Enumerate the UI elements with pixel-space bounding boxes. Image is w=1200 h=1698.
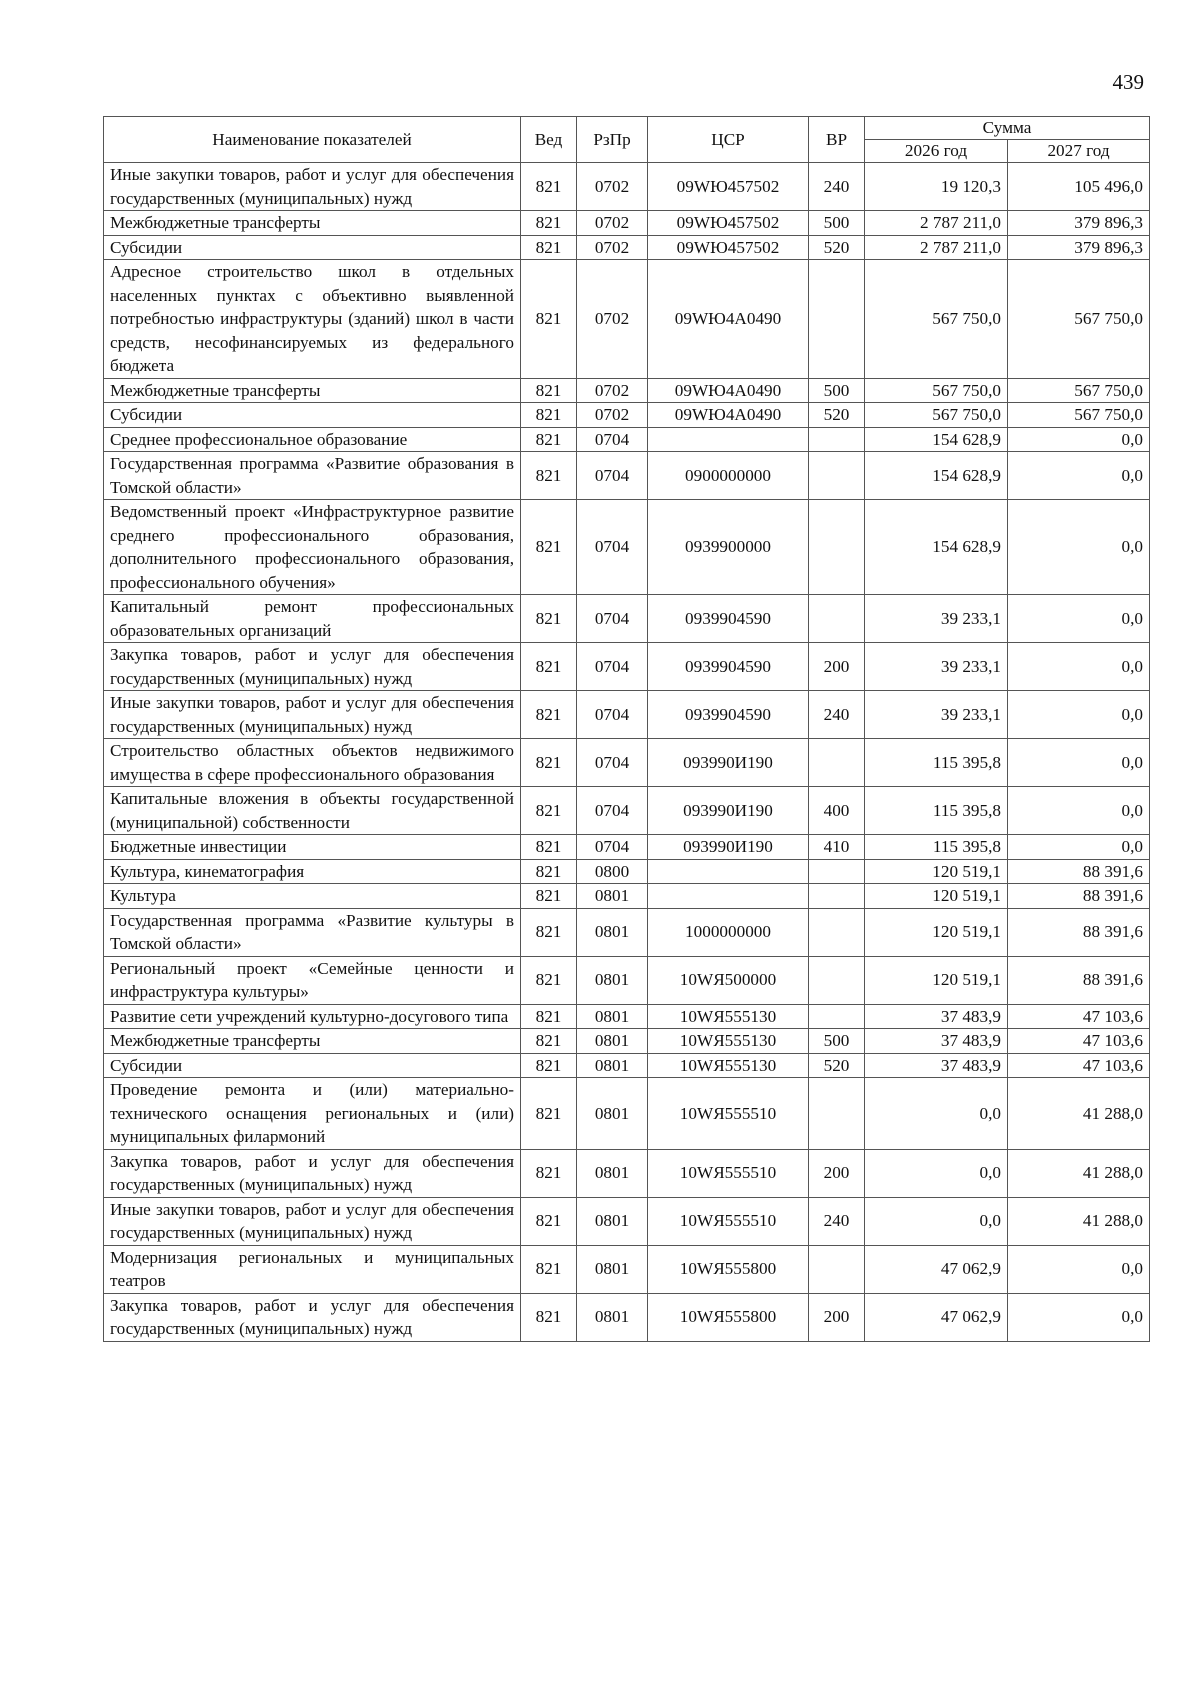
cell-name: Закупка товаров, работ и услуг для обеспечения государственных (муниципальных) нужд [104,1149,521,1197]
cell-ved: 821 [521,1245,577,1293]
cell-vr [809,908,865,956]
cell-ved: 821 [521,378,577,403]
cell-rzpr: 0702 [577,235,648,260]
cell-rzpr: 0702 [577,403,648,428]
cell-2026: 567 750,0 [865,260,1008,379]
cell-name: Капитальные вложения в объекты государственной (муниципальной) собственности [104,787,521,835]
cell-ved: 821 [521,643,577,691]
table-row [104,1149,1150,1197]
cell-name: Модернизация региональных и муниципальных театров [104,1245,521,1293]
cell-rzpr: 0801 [577,1078,648,1150]
table-row [104,1029,1150,1054]
cell-vr: 240 [809,1197,865,1245]
cell-vr: 500 [809,378,865,403]
cell-ved: 821 [521,403,577,428]
table-header [104,117,1150,163]
cell-name: Капитальный ремонт профессиональных образовательных организаций [104,595,521,643]
cell-name: Субсидии [104,1053,521,1078]
cell-ved: 821 [521,859,577,884]
cell-2026: 39 233,1 [865,691,1008,739]
cell-name: Межбюджетные трансферты [104,1029,521,1054]
cell-vr [809,859,865,884]
cell-2027: 379 896,3 [1008,235,1150,260]
cell-2027: 0,0 [1008,1245,1150,1293]
page-number: 439 [1112,70,1144,94]
cell-csr: 09WЮ4А0490 [648,260,809,379]
cell-vr: 200 [809,1149,865,1197]
cell-ved: 821 [521,1029,577,1054]
cell-2027: 0,0 [1008,595,1150,643]
header-rzpr: РзПр [577,117,648,163]
cell-ved: 821 [521,787,577,835]
cell-rzpr: 0800 [577,859,648,884]
header-year-2026: 2026 год [865,140,1008,163]
cell-csr: 09WЮ457502 [648,163,809,211]
cell-vr: 500 [809,211,865,236]
cell-csr: 09WЮ457502 [648,235,809,260]
table-row [104,1078,1150,1150]
cell-vr [809,739,865,787]
cell-csr: 1000000000 [648,908,809,956]
cell-2027: 105 496,0 [1008,163,1150,211]
cell-vr: 520 [809,1053,865,1078]
cell-name: Иные закупки товаров, работ и услуг для обеспечения государственных (муниципальных) нужд [104,691,521,739]
cell-name: Развитие сети учреждений культурно-досугового типа [104,1004,521,1029]
cell-vr [809,1078,865,1150]
cell-2027: 0,0 [1008,739,1150,787]
cell-name: Государственная программа «Развитие культуры в Томской области» [104,908,521,956]
cell-csr: 093990И190 [648,739,809,787]
cell-2026: 120 519,1 [865,884,1008,909]
cell-rzpr: 0702 [577,260,648,379]
table-row [104,739,1150,787]
table-row [104,956,1150,1004]
cell-2026: 2 787 211,0 [865,235,1008,260]
cell-vr [809,260,865,379]
cell-2026: 154 628,9 [865,500,1008,595]
cell-2026: 47 062,9 [865,1293,1008,1341]
table-row [104,884,1150,909]
table-row [104,500,1150,595]
cell-csr: 10WЯ555510 [648,1197,809,1245]
cell-ved: 821 [521,500,577,595]
cell-rzpr: 0704 [577,643,648,691]
cell-2026: 37 483,9 [865,1004,1008,1029]
cell-csr: 093990И190 [648,787,809,835]
cell-csr: 10WЯ555510 [648,1149,809,1197]
table-row [104,427,1150,452]
cell-name: Иные закупки товаров, работ и услуг для обеспечения государственных (муниципальных) нужд [104,163,521,211]
cell-rzpr: 0704 [577,739,648,787]
cell-2027: 88 391,6 [1008,884,1150,909]
cell-ved: 821 [521,211,577,236]
cell-2026: 39 233,1 [865,595,1008,643]
table-row [104,787,1150,835]
cell-csr: 0939904590 [648,691,809,739]
cell-2026: 567 750,0 [865,378,1008,403]
cell-rzpr: 0704 [577,787,648,835]
table-row [104,643,1150,691]
cell-2027: 47 103,6 [1008,1053,1150,1078]
cell-rzpr: 0801 [577,1293,648,1341]
cell-csr: 10WЯ500000 [648,956,809,1004]
cell-2027: 379 896,3 [1008,211,1150,236]
cell-2027: 567 750,0 [1008,378,1150,403]
table-row [104,595,1150,643]
table-row [104,163,1150,211]
cell-2027: 0,0 [1008,500,1150,595]
cell-csr: 09WЮ4А0490 [648,378,809,403]
cell-ved: 821 [521,1149,577,1197]
cell-2026: 120 519,1 [865,859,1008,884]
table-row [104,1004,1150,1029]
table-row [104,452,1150,500]
cell-vr: 240 [809,691,865,739]
cell-rzpr: 0704 [577,595,648,643]
cell-csr: 10WЯ555130 [648,1004,809,1029]
table-row [104,260,1150,379]
cell-name: Ведомственный проект «Инфраструктурное развитие среднего профессионального образования, дополнительного профессионального образования, профессионального обучения» [104,500,521,595]
cell-2027: 88 391,6 [1008,908,1150,956]
cell-2026: 0,0 [865,1078,1008,1150]
cell-name: Среднее профессиональное образование [104,427,521,452]
cell-2026: 115 395,8 [865,787,1008,835]
cell-2027: 567 750,0 [1008,403,1150,428]
cell-rzpr: 0801 [577,1149,648,1197]
cell-ved: 821 [521,452,577,500]
cell-2027: 567 750,0 [1008,260,1150,379]
cell-2027: 41 288,0 [1008,1197,1150,1245]
cell-ved: 821 [521,908,577,956]
cell-2027: 0,0 [1008,787,1150,835]
cell-2026: 120 519,1 [865,956,1008,1004]
cell-csr: 093990И190 [648,835,809,860]
cell-2027: 47 103,6 [1008,1004,1150,1029]
cell-ved: 821 [521,235,577,260]
cell-name: Субсидии [104,403,521,428]
cell-name: Адресное строительство школ в отдельных населенных пунктах с объективно выявленной потребностью инфраструктуры (зданий) школ в части средств, несофинансируемых из федерального бюджета [104,260,521,379]
cell-ved: 821 [521,739,577,787]
cell-rzpr: 0801 [577,1004,648,1029]
cell-vr: 200 [809,643,865,691]
cell-ved: 821 [521,884,577,909]
cell-2026: 154 628,9 [865,427,1008,452]
cell-rzpr: 0704 [577,427,648,452]
cell-vr [809,1245,865,1293]
cell-2026: 19 120,3 [865,163,1008,211]
table-row [104,1293,1150,1341]
table-row [104,403,1150,428]
cell-ved: 821 [521,1004,577,1029]
cell-name: Культура [104,884,521,909]
table-row [104,211,1150,236]
header-name: Наименование показателей [104,117,521,163]
cell-name: Проведение ремонта и (или) материально-технического оснащения региональных и (или) муниципальных филармоний [104,1078,521,1150]
cell-2027: 47 103,6 [1008,1029,1150,1054]
table-row [104,235,1150,260]
cell-vr: 240 [809,163,865,211]
cell-csr [648,427,809,452]
cell-csr: 0900000000 [648,452,809,500]
cell-name: Бюджетные инвестиции [104,835,521,860]
header-sum: Сумма [865,117,1150,140]
cell-vr [809,427,865,452]
cell-name: Региональный проект «Семейные ценности и инфраструктура культуры» [104,956,521,1004]
cell-2026: 2 787 211,0 [865,211,1008,236]
cell-name: Закупка товаров, работ и услуг для обеспечения государственных (муниципальных) нужд [104,643,521,691]
cell-2027: 0,0 [1008,427,1150,452]
cell-ved: 821 [521,691,577,739]
header-ved: Вед [521,117,577,163]
cell-vr [809,1004,865,1029]
cell-rzpr: 0702 [577,378,648,403]
cell-2027: 0,0 [1008,1293,1150,1341]
cell-vr: 410 [809,835,865,860]
cell-2026: 47 062,9 [865,1245,1008,1293]
cell-rzpr: 0801 [577,1053,648,1078]
cell-ved: 821 [521,595,577,643]
cell-csr: 0939900000 [648,500,809,595]
cell-2026: 567 750,0 [865,403,1008,428]
cell-ved: 821 [521,1293,577,1341]
cell-vr [809,595,865,643]
cell-rzpr: 0801 [577,884,648,909]
cell-2027: 0,0 [1008,835,1150,860]
header-csr: ЦСР [648,117,809,163]
table-row [104,1053,1150,1078]
cell-rzpr: 0702 [577,163,648,211]
cell-name: Межбюджетные трансферты [104,211,521,236]
table-row [104,378,1150,403]
header-year-2027: 2027 год [1008,140,1150,163]
cell-ved: 821 [521,1078,577,1150]
cell-rzpr: 0704 [577,500,648,595]
table-row [104,835,1150,860]
cell-csr [648,884,809,909]
cell-2026: 120 519,1 [865,908,1008,956]
cell-vr: 200 [809,1293,865,1341]
cell-ved: 821 [521,427,577,452]
cell-rzpr: 0801 [577,1245,648,1293]
header-vr: ВР [809,117,865,163]
cell-2026: 0,0 [865,1197,1008,1245]
cell-ved: 821 [521,1197,577,1245]
cell-2026: 115 395,8 [865,739,1008,787]
cell-name: Межбюджетные трансферты [104,378,521,403]
cell-2027: 41 288,0 [1008,1078,1150,1150]
cell-vr: 520 [809,235,865,260]
table-row [104,908,1150,956]
cell-rzpr: 0801 [577,1029,648,1054]
cell-csr: 0939904590 [648,595,809,643]
cell-2027: 0,0 [1008,691,1150,739]
cell-csr: 09WЮ457502 [648,211,809,236]
budget-table [103,116,1150,1342]
cell-rzpr: 0702 [577,211,648,236]
cell-csr: 10WЯ555800 [648,1245,809,1293]
cell-name: Иные закупки товаров, работ и услуг для обеспечения государственных (муниципальных) нужд [104,1197,521,1245]
cell-2027: 41 288,0 [1008,1149,1150,1197]
cell-csr: 10WЯ555800 [648,1293,809,1341]
cell-2026: 0,0 [865,1149,1008,1197]
cell-ved: 821 [521,835,577,860]
cell-csr: 10WЯ555510 [648,1078,809,1150]
cell-csr [648,859,809,884]
cell-2027: 88 391,6 [1008,956,1150,1004]
cell-ved: 821 [521,956,577,1004]
cell-name: Государственная программа «Развитие образования в Томской области» [104,452,521,500]
cell-name: Культура, кинематография [104,859,521,884]
table-row [104,859,1150,884]
table-row [104,691,1150,739]
cell-rzpr: 0704 [577,452,648,500]
cell-vr [809,956,865,1004]
cell-vr: 520 [809,403,865,428]
table-body [104,163,1150,1342]
cell-vr [809,500,865,595]
cell-2026: 37 483,9 [865,1053,1008,1078]
cell-name: Закупка товаров, работ и услуг для обеспечения государственных (муниципальных) нужд [104,1293,521,1341]
cell-2026: 39 233,1 [865,643,1008,691]
cell-2026: 154 628,9 [865,452,1008,500]
cell-vr: 400 [809,787,865,835]
cell-csr: 10WЯ555130 [648,1029,809,1054]
cell-rzpr: 0704 [577,691,648,739]
cell-name: Субсидии [104,235,521,260]
cell-csr: 0939904590 [648,643,809,691]
cell-name: Строительство областных объектов недвижимого имущества в сфере профессионального образования [104,739,521,787]
cell-ved: 821 [521,260,577,379]
cell-vr: 500 [809,1029,865,1054]
cell-rzpr: 0801 [577,1197,648,1245]
cell-rzpr: 0801 [577,908,648,956]
cell-csr: 10WЯ555130 [648,1053,809,1078]
cell-2027: 88 391,6 [1008,859,1150,884]
cell-vr [809,884,865,909]
cell-ved: 821 [521,163,577,211]
cell-2026: 37 483,9 [865,1029,1008,1054]
cell-ved: 821 [521,1053,577,1078]
cell-vr [809,452,865,500]
cell-rzpr: 0801 [577,956,648,1004]
table-row [104,1245,1150,1293]
table-row [104,1197,1150,1245]
cell-rzpr: 0704 [577,835,648,860]
cell-2026: 115 395,8 [865,835,1008,860]
cell-2027: 0,0 [1008,452,1150,500]
cell-2027: 0,0 [1008,643,1150,691]
cell-csr: 09WЮ4А0490 [648,403,809,428]
